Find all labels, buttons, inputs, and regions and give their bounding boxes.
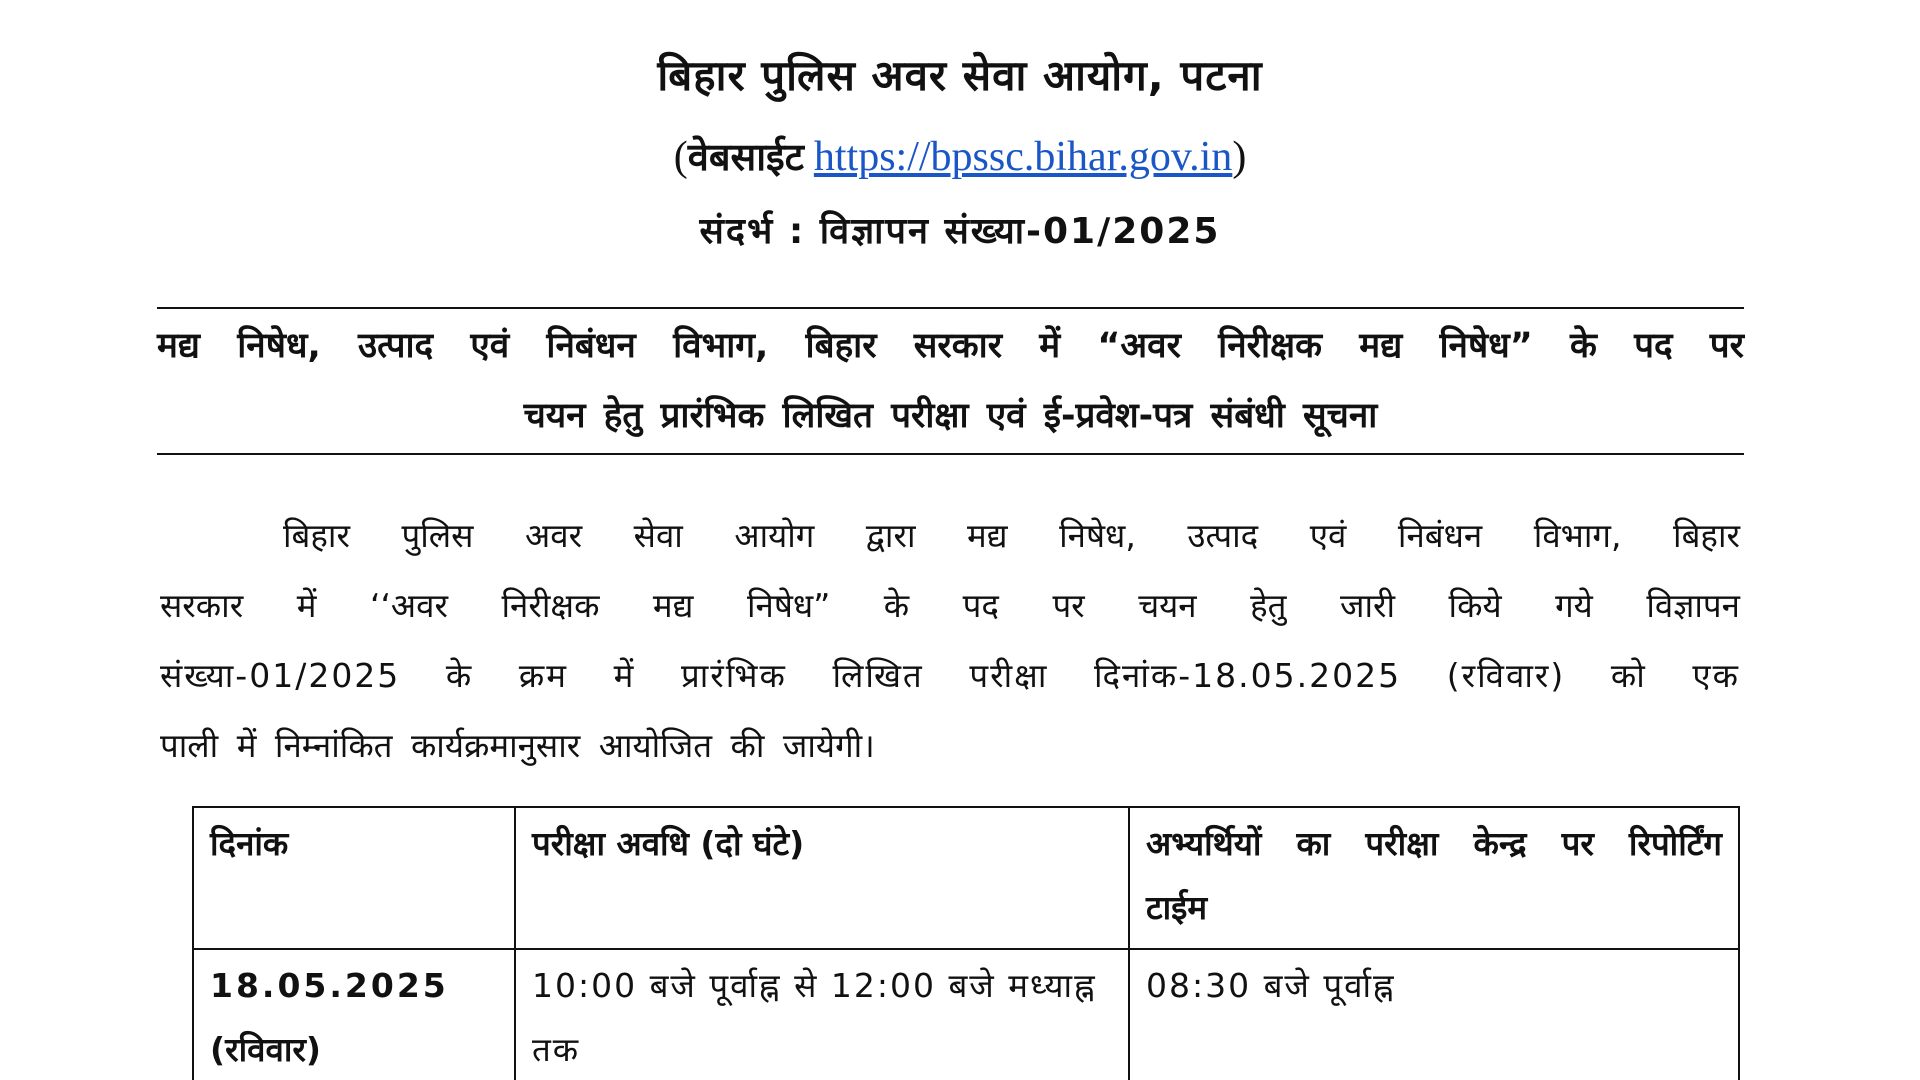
exam-day: (रविवार) xyxy=(210,1030,321,1069)
header-duration: परीक्षा अवधि (दो घंटे) xyxy=(515,807,1129,949)
website-label: वेबसाईट xyxy=(687,135,804,179)
website-link[interactable]: https://bpssc.bihar.gov.in xyxy=(813,134,1233,180)
header-date: दिनांक xyxy=(193,807,515,949)
cell-duration: 10:00 बजे पूर्वाह्न से 12:00 बजे मध्याह्न तक xyxy=(515,949,1129,1080)
paragraph-line-4: पाली में निम्नांकित कार्यक्रमानुसार आयोजित की जायेगी। xyxy=(160,726,875,765)
subject-line-1: मद्य निषेध, उत्पाद एवं निबंधन विभाग, बिहार सरकार में “अवर निरीक्षक मद्य निषेध” के पद पर xyxy=(157,326,1744,366)
table-row xyxy=(193,949,1739,1080)
exam-date: 18.05.2025 xyxy=(210,966,449,1005)
header-reporting-time: अभ्यर्थियों का परीक्षा केन्द्र पर रिपोर्टिंग टाईम xyxy=(1129,807,1739,949)
paragraph-line-3: संख्या-01/2025 के क्रम में प्रारंभिक लिखित परीक्षा दिनांक-18.05.2025 (रविवार) को एक xyxy=(160,656,1740,695)
cell-reporting-time: 08:30 बजे पूर्वाह्न xyxy=(1129,949,1739,1080)
subject-block xyxy=(157,307,1744,455)
website-open-paren: ( xyxy=(673,134,688,180)
website-line xyxy=(0,130,1920,182)
table-header-row xyxy=(193,807,1739,949)
organization-title: बिहार पुलिस अवर सेवा आयोग, पटना xyxy=(657,51,1263,100)
reference-line: संदर्भ : विज्ञापन संख्या-01/2025 xyxy=(699,211,1221,252)
website-close-paren: ) xyxy=(1232,134,1247,180)
paragraph-line-1: बिहार पुलिस अवर सेवा आयोग द्वारा मद्य निषेध, उत्पाद एवं निबंधन विभाग, बिहार xyxy=(283,516,1740,555)
subject-line-2: चयन हेतु प्रारंभिक लिखित परीक्षा एवं ई-प्रवेश-पत्र संबंधी सूचना xyxy=(523,396,1378,436)
cell-date xyxy=(193,949,515,1080)
exam-schedule-table xyxy=(192,806,1740,1080)
paragraph-line-2: सरकार में ‘‘अवर निरीक्षक मद्य निषेध” के पद पर चयन हेतु जारी किये गये विज्ञापन xyxy=(160,586,1740,625)
